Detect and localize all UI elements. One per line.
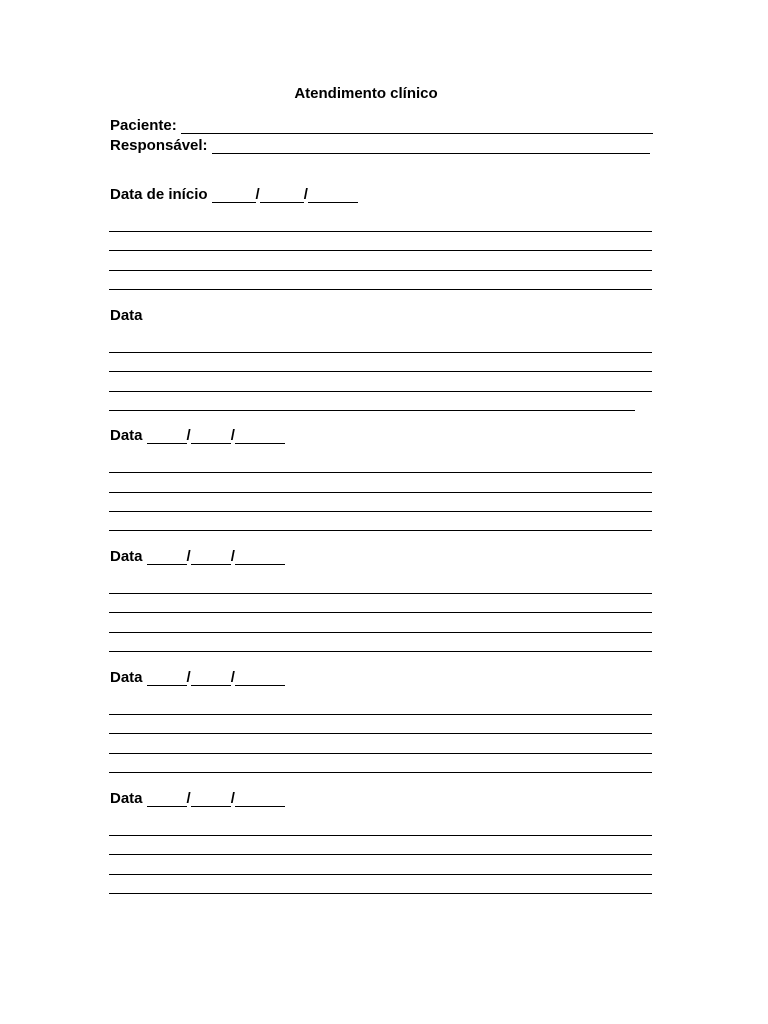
- date-separator: /: [255, 186, 260, 203]
- date-month-blank[interactable]: [191, 429, 231, 444]
- writing-line[interactable]: [109, 772, 652, 773]
- guardian-field: [110, 137, 650, 154]
- date-separator: /: [230, 669, 235, 686]
- date-field: [110, 669, 285, 686]
- writing-line[interactable]: [109, 231, 652, 232]
- date-field: [110, 307, 143, 324]
- date-label: Data: [110, 548, 143, 565]
- writing-line[interactable]: [109, 835, 652, 836]
- date-month-blank[interactable]: [191, 792, 231, 807]
- date-separator: /: [230, 790, 235, 807]
- start-date-field: [110, 186, 358, 203]
- start-date-day-blank[interactable]: [212, 188, 256, 203]
- writing-line[interactable]: [109, 492, 652, 493]
- patient-field: [110, 117, 653, 134]
- date-separator: /: [230, 548, 235, 565]
- date-day-blank[interactable]: [147, 792, 187, 807]
- writing-line[interactable]: [109, 511, 652, 512]
- date-label: Data: [110, 790, 143, 807]
- writing-line[interactable]: [109, 593, 652, 594]
- document-title: Atendimento clínico: [294, 85, 438, 102]
- date-year-blank[interactable]: [235, 792, 285, 807]
- writing-line[interactable]: [109, 893, 652, 894]
- date-field: [110, 790, 285, 807]
- writing-line[interactable]: [109, 371, 652, 372]
- writing-line[interactable]: [109, 714, 652, 715]
- patient-label: Paciente:: [110, 117, 177, 134]
- writing-line[interactable]: [109, 250, 652, 251]
- date-label: Data: [110, 427, 143, 444]
- date-month-blank[interactable]: [191, 550, 231, 565]
- date-field: [110, 427, 285, 444]
- start-date-label: Data de início: [110, 186, 208, 203]
- date-separator: /: [230, 427, 235, 444]
- date-separator: /: [186, 548, 191, 565]
- writing-line[interactable]: [109, 391, 652, 392]
- writing-line[interactable]: [109, 612, 652, 613]
- writing-line[interactable]: [109, 874, 652, 875]
- date-day-blank[interactable]: [147, 671, 187, 686]
- start-date-year-blank[interactable]: [308, 188, 358, 203]
- guardian-label: Responsável:: [110, 137, 208, 154]
- writing-line[interactable]: [109, 472, 652, 473]
- patient-blank-line[interactable]: [181, 119, 653, 134]
- writing-line[interactable]: [109, 651, 652, 652]
- date-field: [110, 548, 285, 565]
- writing-line[interactable]: [109, 530, 652, 531]
- start-date-month-blank[interactable]: [260, 188, 304, 203]
- guardian-blank-line[interactable]: [212, 139, 650, 154]
- date-separator: /: [303, 186, 308, 203]
- writing-line[interactable]: [109, 270, 652, 271]
- writing-line[interactable]: [109, 854, 652, 855]
- date-separator: /: [186, 790, 191, 807]
- date-month-blank[interactable]: [191, 671, 231, 686]
- date-label: Data: [110, 669, 143, 686]
- date-day-blank[interactable]: [147, 429, 187, 444]
- date-day-blank[interactable]: [147, 550, 187, 565]
- date-year-blank[interactable]: [235, 550, 285, 565]
- date-year-blank[interactable]: [235, 429, 285, 444]
- writing-line[interactable]: [109, 289, 652, 290]
- writing-line[interactable]: [109, 352, 652, 353]
- date-label: Data: [110, 307, 143, 324]
- date-separator: /: [186, 427, 191, 444]
- date-year-blank[interactable]: [235, 671, 285, 686]
- writing-line[interactable]: [109, 753, 652, 754]
- writing-line[interactable]: [109, 632, 652, 633]
- writing-line[interactable]: [109, 410, 635, 411]
- date-separator: /: [186, 669, 191, 686]
- writing-line[interactable]: [109, 733, 652, 734]
